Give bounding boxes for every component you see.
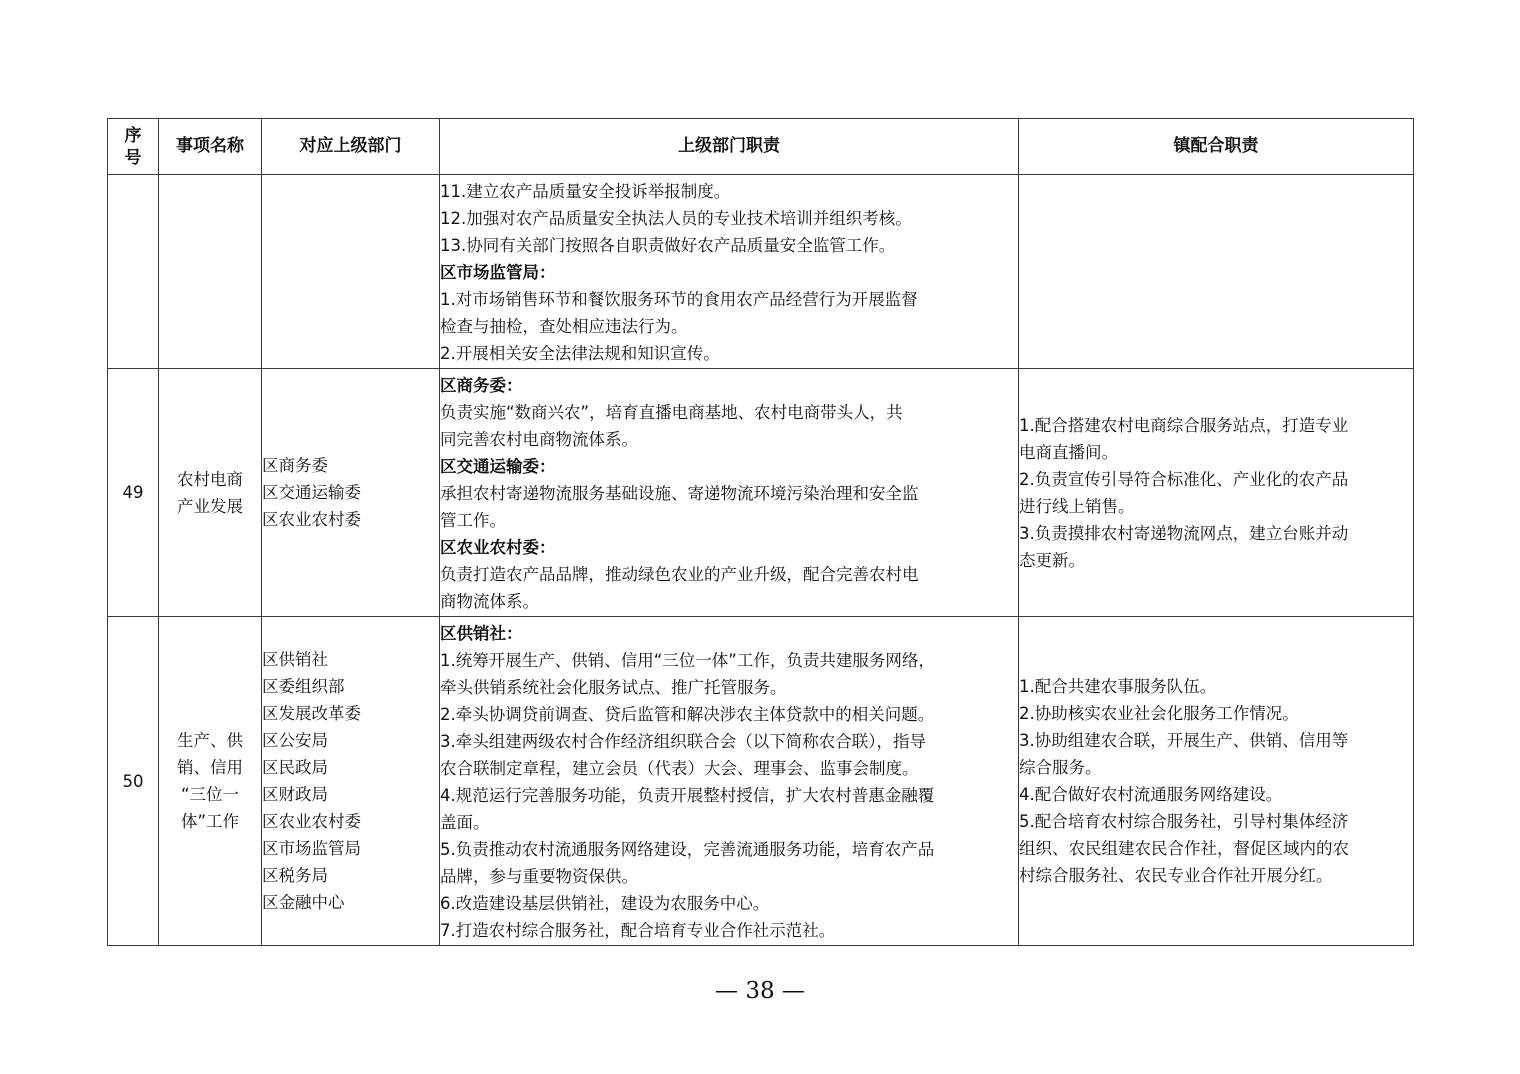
town-line: 态更新。 xyxy=(1019,550,1085,570)
town-line: 3.负责摸排农村寄递物流网点，建立台账并动 xyxy=(1019,523,1349,543)
town-line: 电商直播间。 xyxy=(1019,442,1118,462)
town-line: 2.负责宣传引导符合标准化、产业化的农产品 xyxy=(1019,469,1349,489)
duty-line: 负责实施“数商兴农”，培育直播电商基地、农村电商带头人，共 xyxy=(440,403,903,422)
seq-cell: 49 xyxy=(108,369,159,617)
table-row xyxy=(108,369,1414,617)
duty-line: 2.开展相关安全法律法规和知识宣传。 xyxy=(440,344,720,363)
dept-cell xyxy=(262,175,440,369)
duty-line: 牵头供销系统社会化服务试点、推广托管服务。 xyxy=(440,678,787,697)
duty-line: 2.牵头协调贷前调查、贷后监管和解决涉农主体贷款中的相关问题。 xyxy=(440,705,935,724)
item-cell xyxy=(159,617,262,946)
dept-line: 区税务局 xyxy=(262,866,328,885)
duty-line: 6.改造建设基层供销社，建设为农服务中心。 xyxy=(440,894,770,913)
duty-line: 11.建立农产品质量安全投诉举报制度。 xyxy=(440,182,731,201)
duty-dept-heading: 区交通运输委： xyxy=(440,457,556,476)
duty-line: 7.打造农村综合服务社，配合培育专业合作社示范社。 xyxy=(440,921,836,940)
dept-line: 区商务委 xyxy=(262,456,328,475)
duty-line: 商物流体系。 xyxy=(440,592,539,611)
town-line: 村综合服务社、农民专业合作社开展分红。 xyxy=(1019,866,1333,885)
duty-line: 3.牵头组建两级农村合作经济组织联合会（以下简称农合联），指导 xyxy=(440,732,926,751)
duty-line: 13.协同有关部门按照各自职责做好农产品质量安全监管工作。 xyxy=(440,236,896,255)
item-line: “三位一 xyxy=(180,785,240,804)
item-line: 体”工作 xyxy=(180,812,240,831)
item-cell xyxy=(159,369,262,617)
town-line: 组织、农民组建农民合作社，督促区域内的农 xyxy=(1019,839,1349,858)
dept-line: 区金融中心 xyxy=(262,893,345,912)
item-cell xyxy=(159,175,262,369)
town-line: 进行线上销售。 xyxy=(1019,496,1135,516)
town-line: 4.配合做好农村流通服务网络建设。 xyxy=(1019,785,1283,804)
duty-dept-heading: 区商务委： xyxy=(440,376,523,395)
duty-line: 5.负责推动农村流通服务网络建设，完善流通服务功能，培育农产品 xyxy=(440,840,935,859)
item-line: 产业发展 xyxy=(177,496,243,516)
dept-line: 区交通运输委 xyxy=(262,483,361,502)
town-line: 综合服务。 xyxy=(1019,758,1102,777)
duty-line: 同完善农村电商物流体系。 xyxy=(440,430,638,449)
item-line: 销、信用 xyxy=(177,758,243,777)
duty-line: 盖面。 xyxy=(440,813,490,832)
duty-line: 品牌，参与重要物资保供。 xyxy=(440,867,638,886)
duty-line: 负责打造农产品品牌，推动绿色农业的产业升级，配合完善农村电 xyxy=(440,565,919,584)
page-number: — 38 — xyxy=(715,978,805,1004)
duty-line: 管工作。 xyxy=(440,511,506,530)
dept-line: 区公安局 xyxy=(262,731,328,750)
duties-cell xyxy=(440,617,1019,946)
dept-line: 区市场监管局 xyxy=(262,839,361,858)
duties-cell xyxy=(440,175,1019,369)
dept-line: 区农业农村委 xyxy=(262,510,361,529)
item-line: 生产、供 xyxy=(177,731,243,750)
town-cell xyxy=(1019,175,1414,369)
table-row xyxy=(108,617,1414,946)
header-seq xyxy=(108,119,159,175)
town-cell xyxy=(1019,617,1414,946)
duty-line: 农合联制定章程，建立会员（代表）大会、理事会、监事会制度。 xyxy=(440,759,919,778)
duty-dept-heading: 区农业农村委： xyxy=(440,538,556,557)
seq-cell xyxy=(108,175,159,369)
duties-cell xyxy=(440,369,1019,617)
town-line: 2.协助核实农业社会化服务工作情况。 xyxy=(1019,704,1299,723)
town-line: 1.配合搭建农村电商综合服务站点，打造专业 xyxy=(1019,415,1349,435)
town-cell xyxy=(1019,369,1414,617)
dept-cell xyxy=(262,617,440,946)
duty-line: 1.对市场销售环节和餐饮服务环节的食用农产品经营行为开展监督 xyxy=(440,290,918,309)
item-line: 农村电商 xyxy=(177,469,243,489)
table-header-row xyxy=(108,119,1414,175)
table-row xyxy=(108,175,1414,369)
duty-line: 检查与抽检，查处相应违法行为。 xyxy=(440,317,688,336)
header-superior-duties: 上级部门职责 xyxy=(440,119,1019,175)
duty-dept-heading: 区市场监管局： xyxy=(440,263,556,282)
town-line: 3.协助组建农合联，开展生产、供销、信用等 xyxy=(1019,731,1349,750)
dept-line: 区发展改革委 xyxy=(262,704,361,723)
duty-table xyxy=(107,118,1414,946)
duty-line: 承担农村寄递物流服务基础设施、寄递物流环境污染治理和安全监 xyxy=(440,484,919,503)
duty-line: 4.规范运行完善服务功能，负责开展整村授信，扩大农村普惠金融覆 xyxy=(440,786,935,805)
header-item: 事项名称 xyxy=(159,119,262,175)
dept-line: 区农业农村委 xyxy=(262,812,361,831)
header-town-duties: 镇配合职责 xyxy=(1019,119,1414,175)
dept-line: 区财政局 xyxy=(262,785,328,804)
town-line: 1.配合共建农事服务队伍。 xyxy=(1019,677,1217,696)
dept-line: 区民政局 xyxy=(262,758,328,777)
header-seq-label: 序号 xyxy=(124,125,142,168)
dept-line: 区供销社 xyxy=(262,650,328,669)
seq-cell: 50 xyxy=(108,617,159,946)
header-superior-dept: 对应上级部门 xyxy=(262,119,440,175)
town-line: 5.配合培育农村综合服务社，引导村集体经济 xyxy=(1019,812,1349,831)
duty-dept-heading: 区供销社： xyxy=(440,624,523,643)
duty-line: 12.加强对农产品质量安全执法人员的专业技术培训并组织考核。 xyxy=(440,209,912,228)
dept-cell xyxy=(262,369,440,617)
duty-line: 1.统筹开展生产、供销、信用“三位一体”工作，负责共建服务网络， xyxy=(440,651,935,670)
dept-line: 区委组织部 xyxy=(262,677,345,696)
